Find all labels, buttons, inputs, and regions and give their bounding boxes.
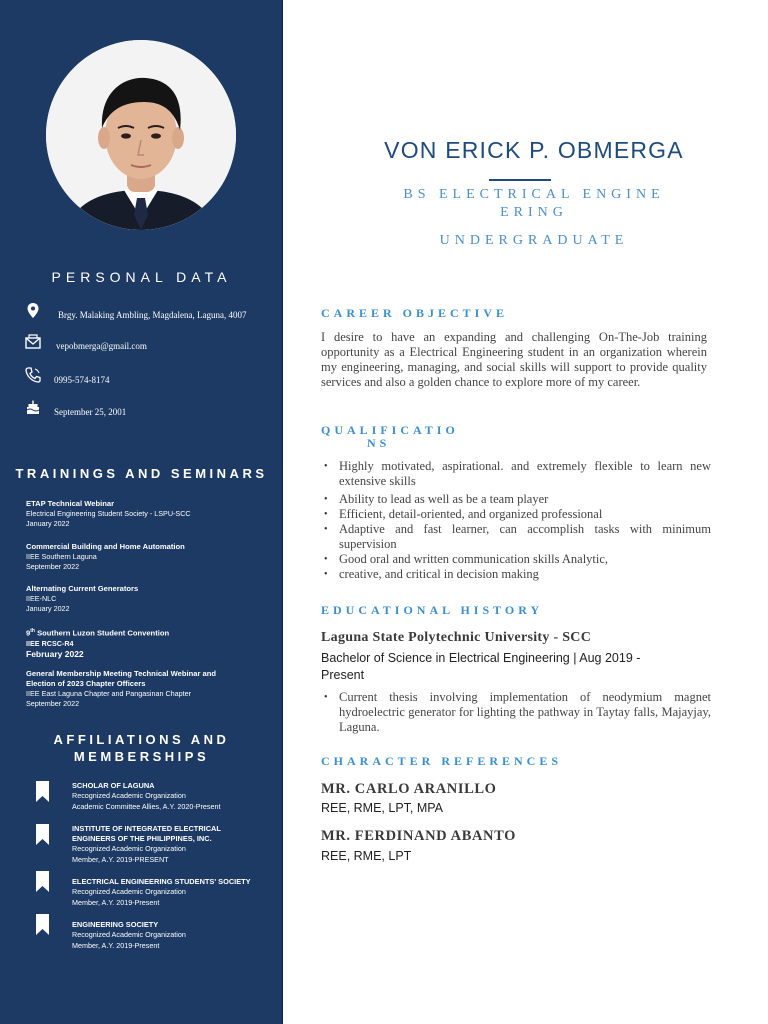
affiliations-heading-line: MEMBERSHIPS xyxy=(73,749,210,764)
birthday-text: September 25, 2001 xyxy=(54,407,127,417)
phone-icon xyxy=(24,366,42,384)
qualification-item xyxy=(321,522,711,552)
trainings-heading: TRAININGS AND SEMINARS xyxy=(15,466,268,481)
training-date: September 2022 xyxy=(26,699,80,708)
qualification-item xyxy=(321,492,711,507)
bullet-icon: • xyxy=(324,461,328,472)
career-objective-heading: CAREER OBJECTIVE xyxy=(321,306,509,320)
qualification-item xyxy=(321,567,711,582)
character-references-heading: CHARACTER REFERENCES xyxy=(321,754,563,768)
profile-photo xyxy=(46,40,236,230)
affiliation-title: ELECTRICAL ENGINEERING STUDENTS' SOCIETY xyxy=(72,877,251,886)
bookmark-icon xyxy=(36,824,49,845)
training-organizer: IIEE RCSC-R4 xyxy=(26,638,74,648)
phone-text: 0995-574-8174 xyxy=(54,375,110,385)
training-title: Commercial Building and Home Automation xyxy=(26,542,185,551)
qualification-text: creative, and critical in decision making xyxy=(339,567,539,581)
reference-name: MR. CARLO ARANILLO xyxy=(321,781,497,797)
bullet-icon: • xyxy=(324,509,328,520)
candidate-name: VON ERICK P. OBMERGA xyxy=(384,137,684,163)
training-title: General Membership Meeting Technical Webinar and xyxy=(26,669,217,678)
qualification-text: Efficient, detail-oriented, and organized professional xyxy=(339,507,603,521)
degree-line: Bachelor of Science in Electrical Engineering | Aug 2019 - xyxy=(321,651,641,665)
birthday-cake-icon xyxy=(24,398,42,416)
affiliation-type: Recognized Academic Organization xyxy=(72,844,186,853)
email-icon xyxy=(24,333,42,351)
thesis-text: Current thesis involving implementation of neodymium magnet hydroelectric generator for lighting the pathway in Taytay falls, Majayjay, Laguna. xyxy=(339,690,711,734)
bookmark-icon xyxy=(36,781,49,802)
affiliation-title: INSTITUTE OF INTEGRATED ELECTRICAL xyxy=(72,824,221,833)
training-date: September 2022 xyxy=(26,562,80,571)
affiliations-heading-line: AFFILIATIONS AND xyxy=(53,732,230,747)
career-objective-text: I desire to have an expanding and challenging On-The-Job training opportunity as a Electrical Engineering student in an organization wherein my engineering, managing, and social skills will support to provide quality services and also a golden chance to explore more of my career. xyxy=(321,330,707,389)
training-date: January 2022 xyxy=(26,604,70,613)
bullet-icon: • xyxy=(324,554,328,565)
qualifications-list xyxy=(321,459,711,582)
qualification-text: Good oral and written communication skills Analytic, xyxy=(339,552,609,566)
training-item xyxy=(26,584,276,614)
qualification-text: Adaptive and fast learner, can accomplish tasks with minimum supervision xyxy=(339,522,711,551)
reference-credentials: REE, RME, LPT, MPA xyxy=(321,801,444,815)
qualification-text: Highly motivated, aspirational. and extremely flexible to learn new extensive skills xyxy=(339,459,711,488)
qualification-text: Ability to lead as well as be a team player xyxy=(339,492,549,506)
sidebar xyxy=(0,0,283,1024)
training-organizer: IIEE Southern Laguna xyxy=(26,552,97,561)
location-pin-icon xyxy=(24,302,42,320)
training-organizer: Electrical Engineering Student Society - LSPU-SCC xyxy=(26,509,191,518)
affiliation-title-cont: ENGINEERS OF THE PHILIPPINES, INC. xyxy=(72,834,212,843)
training-date: February 2022 xyxy=(26,648,84,659)
degree-line: Present xyxy=(321,668,365,682)
qualification-item xyxy=(321,507,711,522)
training-item xyxy=(26,669,276,709)
training-item xyxy=(26,499,276,529)
address-text: Brgy. Malaking Ambling, Magdalena, Laguna, 4007 xyxy=(58,310,247,320)
affiliation-title: ENGINEERING SOCIETY xyxy=(72,920,159,929)
affiliation-role: Member, A.Y. 2019-Present xyxy=(72,940,160,950)
affiliation-type: Recognized Academic Organization xyxy=(72,791,186,800)
bullet-icon: • xyxy=(324,524,328,535)
affiliation-type: Recognized Academic Organization xyxy=(72,887,186,896)
status-title: UNDERGRADUATE xyxy=(439,233,629,248)
affiliation-role: Academic Committee Allies, A.Y. 2020-Present xyxy=(72,801,221,811)
degree-text xyxy=(321,650,711,684)
reference-name: MR. FERDINAND ABANTO xyxy=(321,828,517,844)
email-text: vepobmerga@gmail.com xyxy=(56,341,147,351)
qualification-item xyxy=(321,552,711,567)
affiliation-role: Member, A.Y. 2019-PRESENT xyxy=(72,854,169,864)
personal-data-heading: PERSONAL DATA xyxy=(51,269,232,285)
education-detail-item xyxy=(321,690,711,735)
bullet-icon: • xyxy=(324,569,328,580)
profile-photo-illustration xyxy=(46,40,236,230)
affiliation-type: Recognized Academic Organization xyxy=(72,930,186,939)
degree-title-line: ERING xyxy=(500,205,568,220)
education-details-list xyxy=(321,690,711,735)
affiliation-title: SCHOLAR OF LAGUNA xyxy=(72,781,155,790)
qualification-item xyxy=(321,459,711,489)
bookmark-icon xyxy=(36,871,49,892)
bullet-icon: • xyxy=(324,494,328,505)
school-name: Laguna State Polytechnic University - SCC xyxy=(321,630,592,645)
reference-credentials: REE, RME, LPT xyxy=(321,849,412,863)
bookmark-icon xyxy=(36,914,49,935)
qualifications-heading-cont: NS xyxy=(367,436,391,450)
educational-history-heading: EDUCATIONAL HISTORY xyxy=(321,603,544,617)
bullet-icon: • xyxy=(324,692,328,703)
training-title-number: 9 xyxy=(26,628,31,638)
training-title-suffix: th xyxy=(30,628,35,634)
training-item xyxy=(26,542,276,572)
training-title-cont: Election of 2023 Chapter Officers xyxy=(26,679,146,688)
training-title: Alternating Current Generators xyxy=(26,584,139,593)
affiliation-role: Member, A.Y. 2019-Present xyxy=(72,897,160,907)
name-divider xyxy=(489,179,551,181)
training-organizer: IIEE-NLC xyxy=(26,594,57,603)
degree-title-line: BS ELECTRICAL ENGINE xyxy=(403,187,665,202)
training-title: ETAP Technical Webinar xyxy=(26,499,115,508)
training-organizer: IIEE East Laguna Chapter and Pangasinan Chapter xyxy=(26,689,192,698)
training-title-rest: Southern Luzon Student Convention xyxy=(34,628,170,638)
training-title xyxy=(26,626,276,639)
affiliations-heading xyxy=(0,731,283,765)
training-item xyxy=(26,626,276,659)
training-date: January 2022 xyxy=(26,519,70,528)
qualifications-heading: QUALIFICATIO xyxy=(321,423,459,437)
